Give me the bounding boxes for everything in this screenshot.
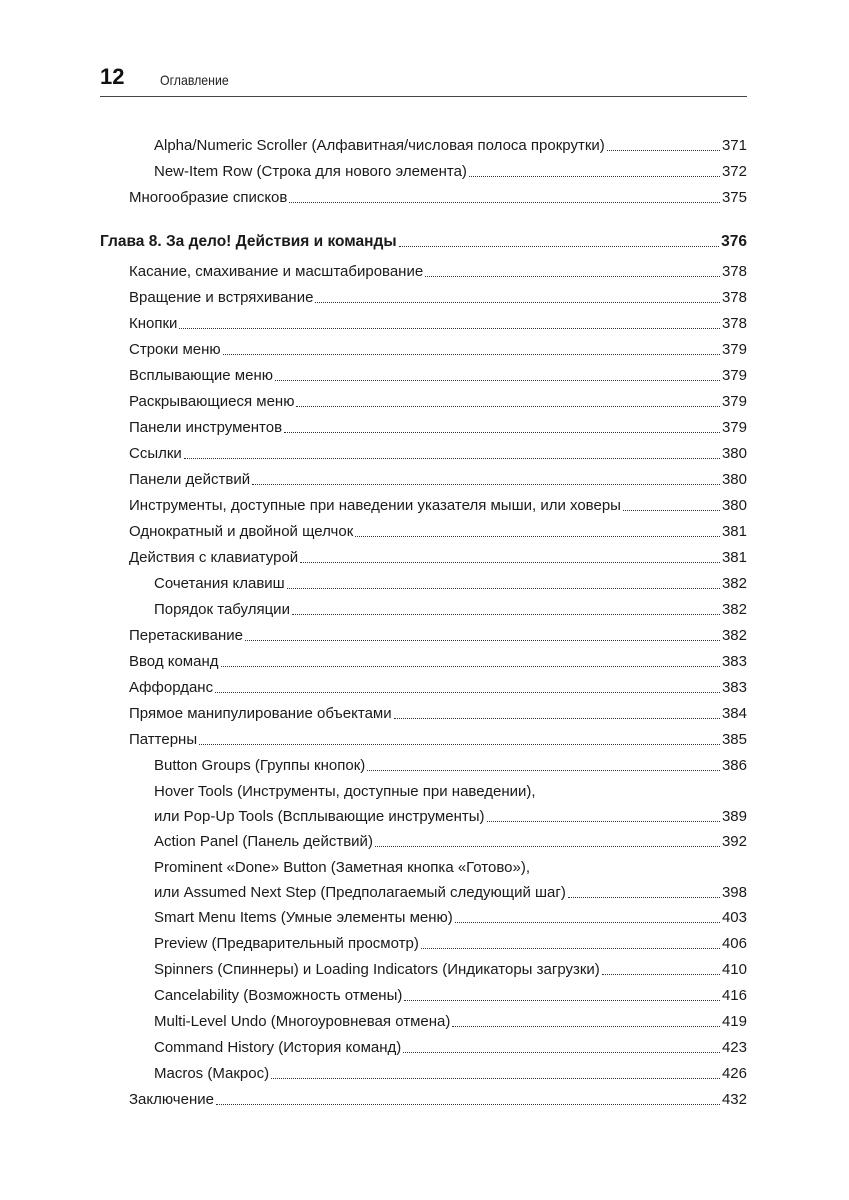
toc-entry-page: 380 xyxy=(721,445,747,462)
page-number: 12 xyxy=(100,64,125,89)
toc-entry xyxy=(100,392,747,412)
toc-entry-title: Касание, смахивание и масштабирование xyxy=(129,263,424,280)
toc-entry-title: Сочетания клавиш xyxy=(154,575,285,592)
dot-leader xyxy=(179,327,720,329)
toc-entry-title: Command History (История команд) xyxy=(154,1039,402,1056)
toc-entry-title: Прямое манипулирование объектами xyxy=(129,705,392,722)
dot-leader xyxy=(623,509,720,511)
toc-entry-page: 419 xyxy=(721,1013,747,1030)
toc-entry-page: 378 xyxy=(721,315,747,332)
dot-leader xyxy=(252,483,720,485)
dot-leader xyxy=(602,973,720,975)
toc-entry xyxy=(100,782,747,827)
dot-leader xyxy=(367,769,720,771)
toc-entry-page: 386 xyxy=(721,757,747,774)
dot-leader xyxy=(487,820,720,822)
toc-chapter xyxy=(100,232,747,252)
toc-entry-title: Заключение xyxy=(129,1091,214,1108)
toc-entry-title: Preview (Предварительный просмотр) xyxy=(154,935,419,952)
toc-entry xyxy=(100,548,747,568)
dot-leader xyxy=(245,639,720,641)
toc-entry-title: Порядок табуляции xyxy=(154,601,290,618)
dot-leader xyxy=(284,431,720,433)
toc-entry xyxy=(100,858,747,903)
toc-entry xyxy=(100,704,747,724)
dot-leader xyxy=(375,845,720,847)
toc-entry-page: 403 xyxy=(721,909,747,926)
toc-entry-page: 426 xyxy=(721,1065,747,1082)
toc-entry-title: Кнопки xyxy=(129,315,178,332)
toc-entry xyxy=(100,522,747,542)
toc-entry-title: Alpha/Numeric Scroller (Алфавитная/числовая полоса прокрутки) xyxy=(154,137,605,154)
toc-entry xyxy=(100,496,747,516)
dot-leader xyxy=(455,921,720,923)
dot-leader xyxy=(568,896,720,898)
toc-entry-page: 380 xyxy=(721,471,747,488)
toc-entry-title: New-Item Row (Строка для нового элемента) xyxy=(154,163,467,180)
toc-entry-page: 384 xyxy=(721,705,747,722)
dot-leader xyxy=(469,175,720,177)
dot-leader xyxy=(287,587,720,589)
toc-entry-page: 392 xyxy=(721,833,747,850)
toc-entry-title: Ссылки xyxy=(129,445,182,462)
toc-entry xyxy=(100,162,747,182)
toc-entry xyxy=(100,262,747,282)
toc-entry-page: 371 xyxy=(721,137,747,154)
toc-entry-page: 380 xyxy=(721,497,747,514)
dot-leader xyxy=(199,743,720,745)
toc-entry-title: Раскрывающиеся меню xyxy=(129,393,295,410)
toc-entry xyxy=(100,1038,747,1058)
toc-entry-page: 389 xyxy=(721,808,747,825)
toc-entry xyxy=(100,934,747,954)
toc-entry-title: Глава 8. За дело! Действия и команды xyxy=(100,233,397,250)
toc-entry-title: Паттерны xyxy=(129,731,198,748)
toc-entry xyxy=(100,1064,747,1084)
dot-leader xyxy=(216,1103,720,1105)
toc-entry-page: 432 xyxy=(721,1091,747,1108)
toc-entry-title: Действия с клавиатурой xyxy=(129,549,299,566)
toc-entry-page: 416 xyxy=(721,987,747,1004)
toc-entry-title: Аффорданс xyxy=(129,679,214,696)
toc-entry-page: 385 xyxy=(721,731,747,748)
toc-entry xyxy=(100,418,747,438)
toc-entry xyxy=(100,626,747,646)
toc-entry-page: 378 xyxy=(721,263,747,280)
header-rule xyxy=(100,96,747,97)
toc-entry-title: Панели инструментов xyxy=(129,419,283,436)
toc-entry-page: 382 xyxy=(721,601,747,618)
dot-leader xyxy=(452,1025,720,1027)
toc-entry xyxy=(100,600,747,620)
toc-entry-page: 383 xyxy=(721,679,747,696)
toc-entry-page: 376 xyxy=(721,233,747,250)
dot-leader xyxy=(292,613,720,615)
dot-leader xyxy=(275,379,720,381)
toc-entry xyxy=(100,652,747,672)
dot-leader xyxy=(421,947,720,949)
toc-entry-title: Всплывающие меню xyxy=(129,367,273,384)
dot-leader xyxy=(425,275,720,277)
toc-entry xyxy=(100,574,747,594)
toc-entry-page: 383 xyxy=(721,653,747,670)
toc-entry xyxy=(100,678,747,698)
toc-entry-title: Однократный и двойной щелчок xyxy=(129,523,354,540)
toc-entry-title: Button Groups (Группы кнопок) xyxy=(154,757,366,774)
running-title: Оглавление xyxy=(160,72,229,88)
dot-leader xyxy=(223,353,720,355)
toc-entry-page: 379 xyxy=(721,393,747,410)
toc-entry-title: Cancelability (Возможность отмены) xyxy=(154,987,403,1004)
toc-entry-page: 423 xyxy=(721,1039,747,1056)
toc-entry xyxy=(100,1012,747,1032)
toc-entry-title: Macros (Макрос) xyxy=(154,1065,270,1082)
dot-leader xyxy=(300,561,720,563)
toc-entry-page: 379 xyxy=(721,367,747,384)
toc-entry xyxy=(100,340,747,360)
toc-entry xyxy=(100,366,747,386)
toc-entry xyxy=(100,832,747,852)
toc-entry xyxy=(100,960,747,980)
toc-entry-title: Smart Menu Items (Умные элементы меню) xyxy=(154,909,453,926)
dot-leader xyxy=(399,245,720,247)
dot-leader xyxy=(215,691,720,693)
toc-entry-title: Инструменты, доступные при наведении указателя мыши, или ховеры xyxy=(129,497,621,514)
dot-leader xyxy=(184,457,720,459)
toc-entry-title: Ввод команд xyxy=(129,653,219,670)
toc-entry-title-line1: Hover Tools (Инструменты, доступные при наведении), xyxy=(154,783,536,800)
dot-leader xyxy=(271,1077,720,1079)
toc-entry xyxy=(100,188,747,208)
toc-entry-title: Панели действий xyxy=(129,471,251,488)
dot-leader xyxy=(221,665,720,667)
toc-entry-page: 372 xyxy=(721,163,747,180)
toc-entry-title: Строки меню xyxy=(129,341,221,358)
toc-entry xyxy=(100,908,747,928)
toc-entry-page: 375 xyxy=(721,189,747,206)
toc-entry xyxy=(100,756,747,776)
toc-entry-title-line1: Prominent «Done» Button (Заметная кнопка «Готово»), xyxy=(154,859,530,876)
toc-entry-title: Action Panel (Панель действий) xyxy=(154,833,373,850)
dot-leader xyxy=(607,149,720,151)
dot-leader xyxy=(403,1051,720,1053)
dot-leader xyxy=(404,999,720,1001)
toc-entry-page: 398 xyxy=(721,884,747,901)
toc-entry xyxy=(100,136,747,156)
toc-entry-title: или Assumed Next Step (Предполагаемый следующий шаг) xyxy=(154,884,566,901)
toc-entry xyxy=(100,1090,747,1110)
dot-leader xyxy=(315,301,720,303)
toc-entry-title: Вращение и встряхивание xyxy=(129,289,314,306)
toc-entry-page: 379 xyxy=(721,341,747,358)
toc-entry xyxy=(100,986,747,1006)
page-header xyxy=(100,62,746,96)
toc-entry xyxy=(100,288,747,308)
toc-entry-page: 406 xyxy=(721,935,747,952)
toc-entry-title: Перетаскивание xyxy=(129,627,243,644)
toc-entry-title: Многообразие списков xyxy=(129,189,288,206)
toc-entry-title: Multi-Level Undo (Многоуровневая отмена) xyxy=(154,1013,451,1030)
toc-entry-page: 382 xyxy=(721,575,747,592)
toc-entry-page: 410 xyxy=(721,961,747,978)
toc-entry xyxy=(100,314,747,334)
dot-leader xyxy=(296,405,720,407)
toc-entry-page: 382 xyxy=(721,627,747,644)
toc-entry-title: или Pop-Up Tools (Всплывающие инструменты) xyxy=(154,808,485,825)
toc-entry xyxy=(100,470,747,490)
toc-entry xyxy=(100,730,747,750)
dot-leader xyxy=(355,535,720,537)
dot-leader xyxy=(394,717,720,719)
toc-entry-page: 378 xyxy=(721,289,747,306)
toc-entry-page: 381 xyxy=(721,523,747,540)
toc-entry-title: Spinners (Спиннеры) и Loading Indicators (Индикаторы загрузки) xyxy=(154,961,600,978)
dot-leader xyxy=(289,201,720,203)
toc-entry-page: 379 xyxy=(721,419,747,436)
toc-entry-page: 381 xyxy=(721,549,747,566)
toc-entry xyxy=(100,444,747,464)
